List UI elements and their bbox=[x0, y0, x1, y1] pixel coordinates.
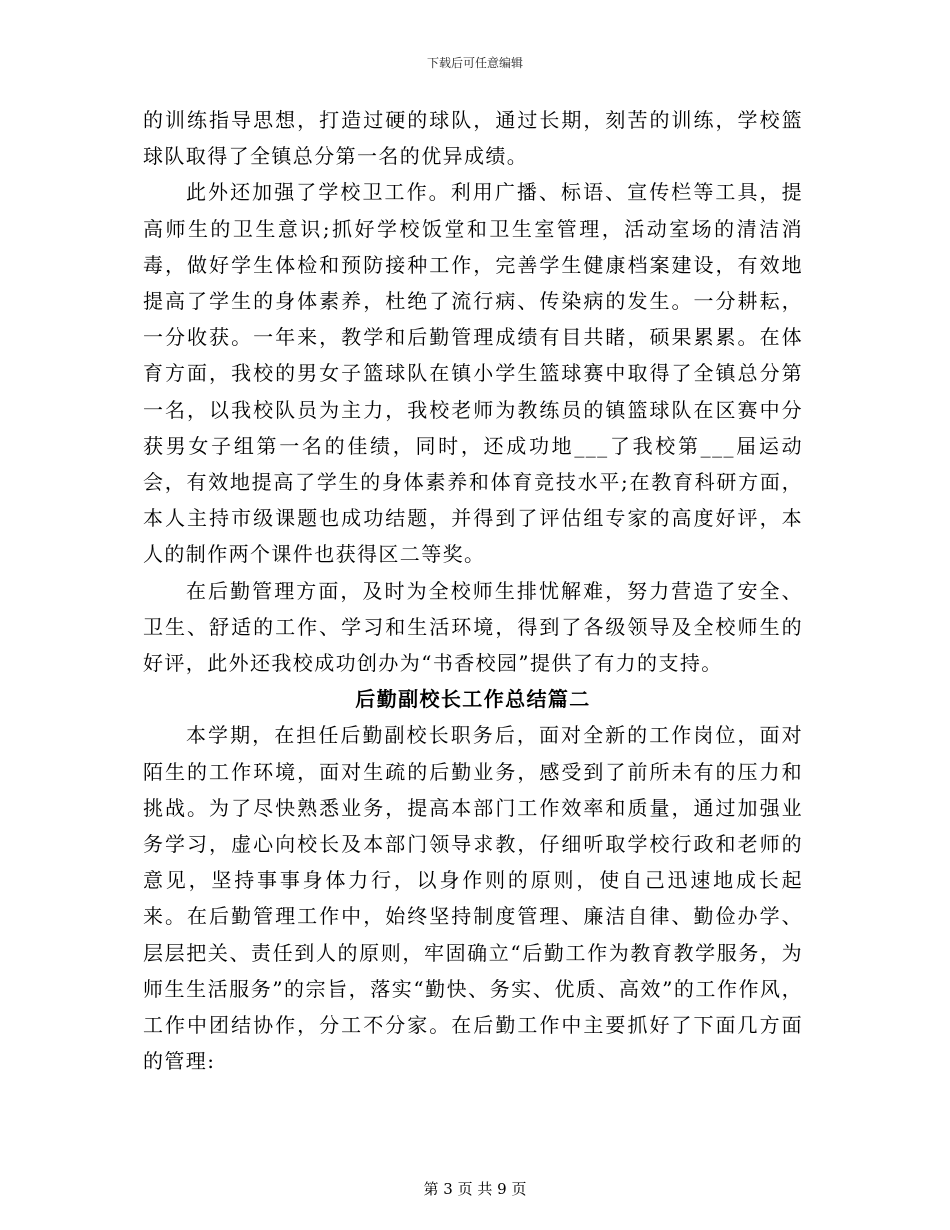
section-title: 后勤副校长工作总结篇二 bbox=[355, 687, 591, 712]
paragraph-2: 此外还加强了学校卫工作。利用广播、标语、宣传栏等工具，提高师生的卫生意识;抓好学校饭堂和卫生室管理，活动室场的清洁消毒，做好学生体检和预防接种工作，完善学生健康档案建设，有效地提高了学生的身体素养，杜绝了流行病、传染病的发生。一分耕耘，一分收获。一年来，教学和后勤管理成绩有目共睹，硕果累累。在体育方面，我校的男女子篮球队在镇小学生篮球赛中取得了全镇总分第一名，以我校队员为主力，我校老师为教练员的镇篮球队在区赛中分获男女子组第一名的佳绩，同时，还成功地___了我校第___届运动会，有效地提高了学生的身体素养和体育竞技水平;在教育科研方面，本人主持市级课题也成功结题，并得到了评估组专家的高度好评，本人的制作两个课件也获得区二等奖。 bbox=[143, 180, 803, 567]
page-header: 下载后可任意编辑 bbox=[426, 56, 523, 70]
page-footer: 第 3 页 共 9 页 bbox=[423, 1180, 527, 1198]
document-body bbox=[143, 102, 803, 1079]
paragraph-3: 在后勤管理方面，及时为全校师生排忧解难，努力营造了安全、卫生、舒适的工作、学习和生活环境，得到了各级领导及全校师生的好评，此外还我校成功创办为“书香校园”提供了有力的支持。 bbox=[143, 578, 803, 676]
paragraph-1: 的训练指导思想，打造过硬的球队，通过长期，刻苦的训练，学校篮球队取得了全镇总分第一名的优异成绩。 bbox=[143, 108, 803, 169]
paragraph-4: 本学期，在担任后勤副校长职务后，面对全新的工作岗位，面对陌生的工作环境，面对生疏的后勤业务，感受到了前所未有的压力和挑战。为了尽快熟悉业务，提高本部门工作效率和质量，通过加强业务学习，虚心向校长及本部门领导求教，仔细听取学校行政和老师的意见，坚持事事身体力行，以身作则的原则，使自己迅速地成长起来。在后勤管理工作中，始终坚持制度管理、廉洁自律、勤俭办学、层层把关、责任到人的原则，牢固确立“后勤工作为教育教学服务，为师生生活服务”的宗旨，落实“勤快、务实、优质、高效”的工作作风，工作中团结协作，分工不分家。在后勤工作中主要抓好了下面几方面的管理: bbox=[143, 723, 803, 1074]
